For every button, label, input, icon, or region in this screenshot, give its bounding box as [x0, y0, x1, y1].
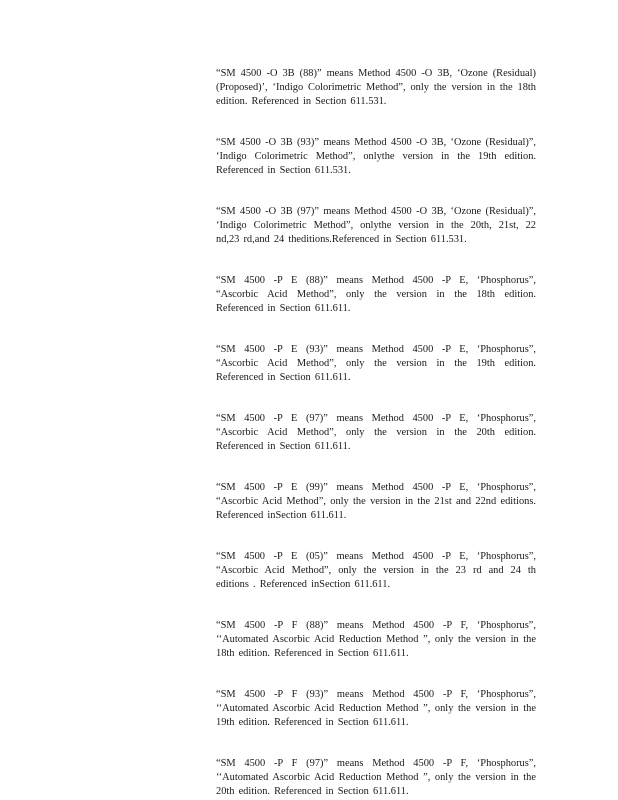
- definition-sm-4500-pe-05: “SM 4500 -P E (05)” means Method 4500 -P E, ‘Phosphorus”, “Ascorbic Acid Method”, only the version in the 23 rd and 24 th editions . Referenced inSection 611.611.: [216, 551, 536, 590]
- definition-sm-4500-pf-88: “SM 4500 -P F (88)” means Method 4500 -P F, ‘Phosphorus”, ‘‘Automated Ascorbic Acid Reduction Method ”, only the version in the 18th edition. Referenced in Section 611.611.: [216, 620, 536, 659]
- definition-sm-4500-pf-93: “SM 4500 -P F (93)” means Method 4500 -P F, ‘Phosphorus”, ‘‘Automated Ascorbic Acid Reduction Method ”, only the version in the 19th edition. Referenced in Section 611.611.: [216, 689, 536, 728]
- definition-sm-4500-pe-88: “SM 4500 -P E (88)” means Method 4500 -P E, ‘Phosphorus”, “Ascorbic Acid Method”, only the version in the 18th edition. Referenced in Section 611.611.: [216, 275, 536, 314]
- definition-sm-4500-pe-93: “SM 4500 -P E (93)” means Method 4500 -P E, ‘Phosphorus”, “Ascorbic Acid Method”, only the version in the 19th edition. Referenced in Section 611.611.: [216, 344, 536, 383]
- definition-sm-4500-pe-97: “SM 4500 -P E (97)” means Method 4500 -P E, ‘Phosphorus”, “Ascorbic Acid Method”, only the version in the 20th edition. Referenced in Section 611.611.: [216, 413, 536, 452]
- definition-sm-4500-o3b-88: “SM 4500 -O 3B (88)” means Method 4500 -O 3B, ‘Ozone (Residual) (Proposed)’, ‘Indigo Colorimetric Method”, only the version in the 18th edition. Referenced in Section 611.531.: [216, 68, 536, 107]
- definition-sm-4500-pf-97: “SM 4500 -P F (97)” means Method 4500 -P F, ‘Phosphorus”, ‘‘Automated Ascorbic Acid Reduction Method ”, only the version in the 20th edition. Referenced in Section 611.611.: [216, 758, 536, 797]
- definition-sm-4500-pe-99: “SM 4500 -P E (99)” means Method 4500 -P E, ‘Phosphorus”, “Ascorbic Acid Method”, only the version in the 21st and 22nd editions. Referenced inSection 611.611.: [216, 482, 536, 521]
- definitions-list: [216, 67, 536, 799]
- definition-sm-4500-o3b-93: “SM 4500 -O 3B (93)” means Method 4500 -O 3B, ‘Ozone (Residual)”, ‘Indigo Colorimetric Method”, onlythe version in the 19th edition. Referenced in Section 611.531.: [216, 137, 536, 176]
- definition-sm-4500-o3b-97: “SM 4500 -O 3B (97)” means Method 4500 -O 3B, ‘Ozone (Residual)”, ‘Indigo Colorimetric Method”, onlythe version in the 20th, 21st, 22 nd,23 rd,and 24 theditions.Referenced in Section 611.531.: [216, 206, 536, 245]
